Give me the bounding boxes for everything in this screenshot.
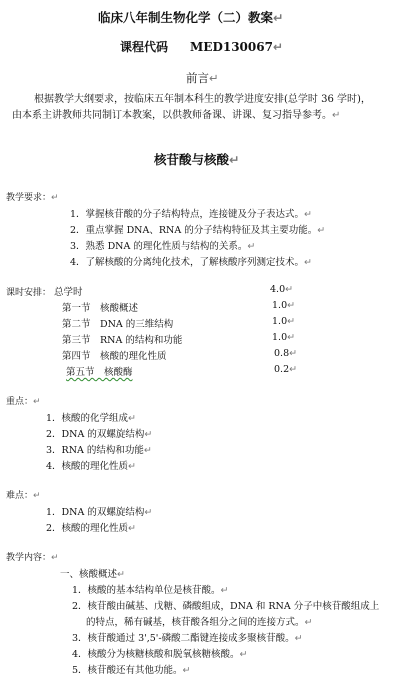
schedule-row-name: 第五节 核酸酶 [66,367,133,378]
schedule-label: 课时安排： 总学时 [6,287,83,298]
schedule-total-hours: 4.0↵ [270,284,294,295]
intro-paragraph: 根据教学大纲要求，按临床五年制本科生的教学进度安排(总学时 36 学时)，由本系主讲教师共同制订本教案，以供教师备课、讲课、复习指导参考。↵ [12,94,371,121]
schedule-row-hours: 0.8↵ [274,348,298,359]
key-point-item: 4．核酸的理化性质↵ [46,461,137,472]
schedule-row-name: 第二节 DNA 的三维结构 [62,319,174,330]
difficulty-item: 1．DNA 的双螺旋结构↵ [46,507,153,518]
schedule-row-name: 第一节 核酸概述 [62,303,139,314]
key-point-item: 3．RNA 的结构和功能↵ [46,445,152,456]
key-point-item: 2．DNA 的双螺旋结构↵ [46,429,153,440]
schedule-row-hours: 0.2↵ [274,364,298,375]
key-point-item: 1．核酸的化学组成↵ [46,413,137,424]
difficulties-label: 难点：↵ [6,491,41,501]
schedule-row-hours: 1.0↵ [272,300,296,311]
preface-heading: 前言↵ [186,71,219,85]
content-heading: 一、核酸概述↵ [60,569,125,580]
content-item: 2．核苷酸由碱基、戊糖、磷酸组成，DNA 和 RNA 分子中核苷酸组成上 [72,601,380,612]
content-item: 5．核苷酸还有其他功能。↵ [72,665,191,676]
requirement-item: 2．重点掌握 DNA、RNA 的分子结构特征及其主要功能。↵ [70,225,326,236]
schedule-row-hours: 1.0↵ [272,332,296,343]
content-label: 教学内容：↵ [6,553,59,563]
content-item: 3．核苷酸通过 3',5'-磷酸二酯键连接成多聚核苷酸。↵ [72,633,303,644]
requirement-item: 1．掌握核苷酸的分子结构特点，连接键及分子表达式。↵ [70,209,313,220]
key-points-label: 重点：↵ [6,397,41,407]
content-item: 的特点，稀有碱基，核苷酸各组分之间的连接方式。↵ [86,617,313,628]
difficulty-item: 2．核酸的理化性质↵ [46,523,137,534]
schedule-row-hours: 1.0↵ [272,316,296,327]
section-title: 核苷酸与核酸↵ [154,152,240,167]
schedule-row-name: 第四节 核酸的理化性质 [62,351,167,362]
course-code: 课程代码 MED130067↵ [120,40,284,54]
requirement-item: 3．熟悉 DNA 的理化性质与结构的关系。↵ [70,241,256,252]
doc-title: 临床八年制生物化学（二）教案↵ [98,10,284,25]
requirements-label: 教学要求：↵ [6,193,59,203]
content-item: 1．核酸的基本结构单位是核苷酸。↵ [72,585,229,596]
content-item: 4．核酸分为核糖核酸和脱氧核糖核酸。↵ [72,649,248,660]
schedule-row-name: 第三节 RNA 的结构和功能 [62,335,183,346]
requirement-item: 4．了解核酸的分离纯化技术，了解核酸序列测定技术。↵ [70,257,313,268]
